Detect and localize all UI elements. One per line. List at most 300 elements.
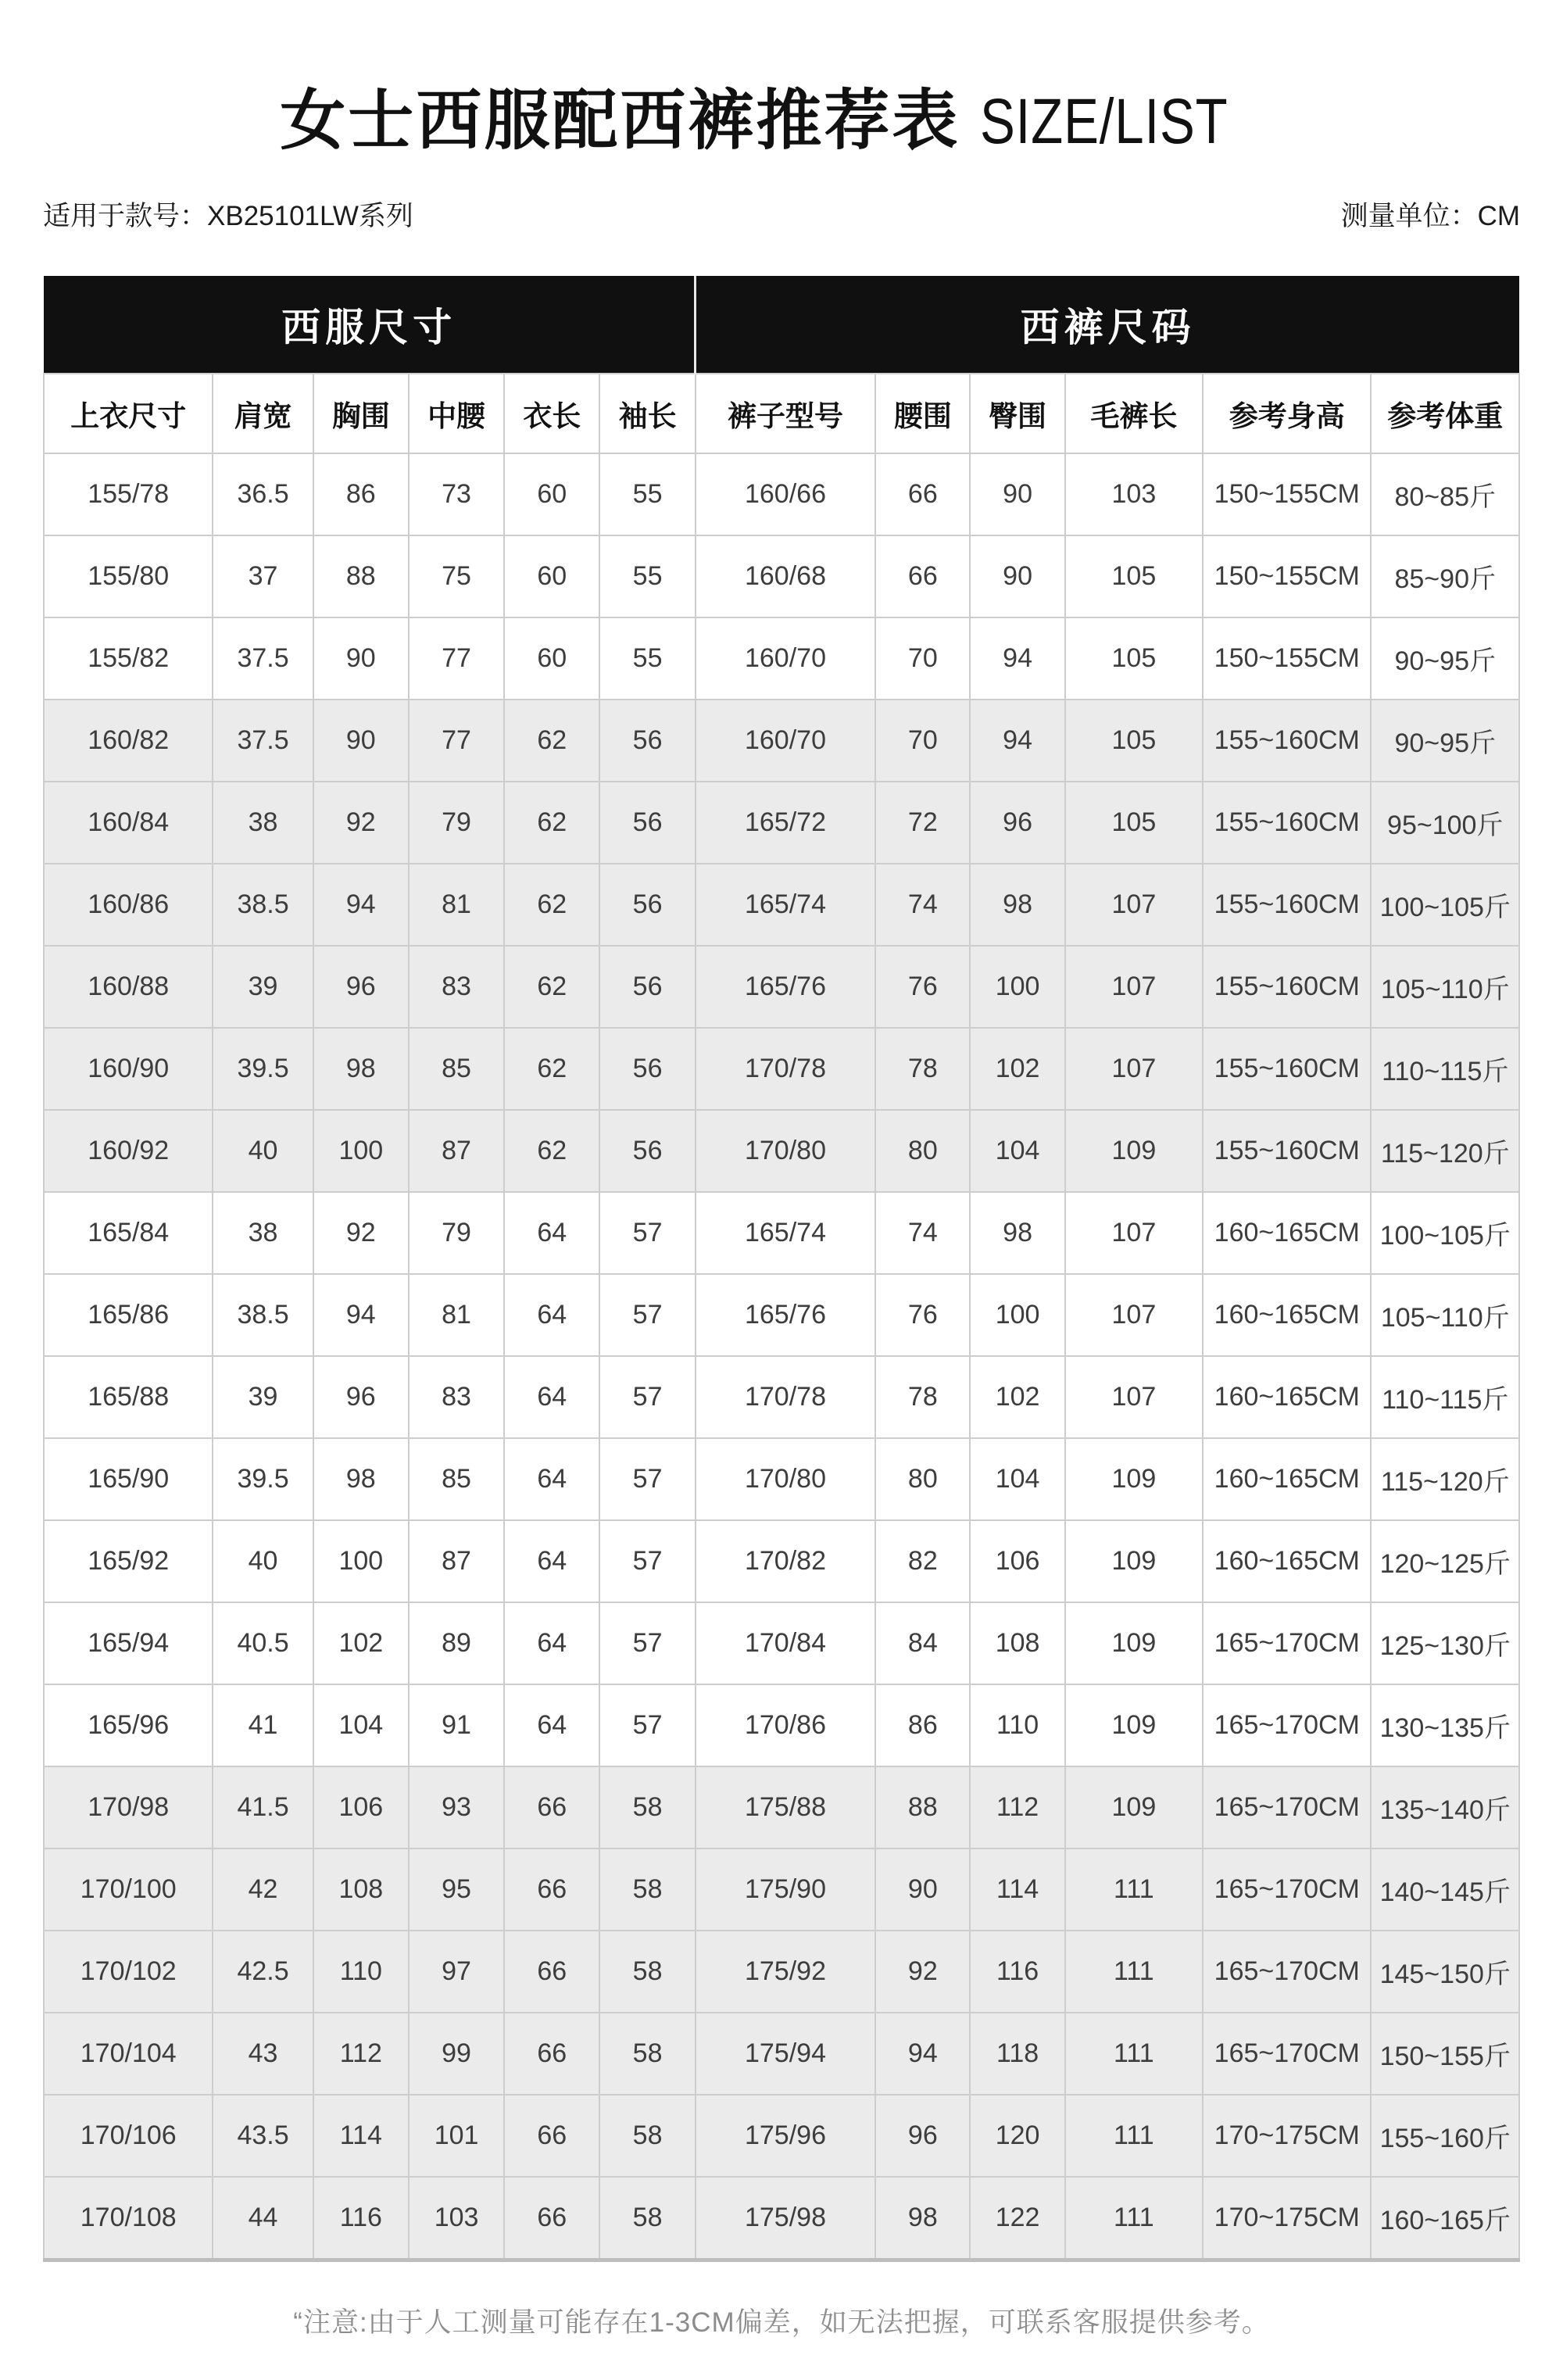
table-cell: 155~160CM (1203, 1110, 1371, 1192)
table-cell: 55 (599, 617, 695, 700)
table-cell: 64 (504, 1192, 599, 1274)
table-cell: 66 (504, 2177, 599, 2260)
table-row (44, 1028, 1519, 1110)
table-cell: 160/68 (696, 535, 875, 617)
table-cell: 109 (1065, 1684, 1203, 1766)
table-cell: 160/86 (44, 864, 213, 946)
table-cell: 118 (970, 2013, 1064, 2095)
table-cell: 66 (504, 1766, 599, 1849)
table-cell: 40 (213, 1520, 313, 1602)
table-cell: 57 (599, 1438, 695, 1520)
table-cell: 64 (504, 1684, 599, 1766)
table-cell: 37 (213, 535, 313, 617)
column-header-3: 中腰 (409, 374, 504, 453)
table-cell: 70 (875, 700, 970, 782)
table-cell: 120 (970, 2095, 1064, 2177)
table-cell: 75 (409, 535, 504, 617)
table-cell: 122 (970, 2177, 1064, 2260)
group-header-row (44, 276, 1519, 374)
table-cell: 109 (1065, 1110, 1203, 1192)
table-cell: 104 (970, 1438, 1064, 1520)
table-cell: 94 (970, 700, 1064, 782)
table-cell: 80 (875, 1438, 970, 1520)
table-cell: 92 (313, 782, 409, 864)
table-cell: 165/96 (44, 1684, 213, 1766)
table-cell: 175/98 (696, 2177, 875, 2260)
table-cell: 55 (599, 535, 695, 617)
table-cell: 170~175CM (1203, 2095, 1371, 2177)
table-cell: 39.5 (213, 1028, 313, 1110)
table-cell: 115~120斤 (1371, 1110, 1519, 1192)
group-header-jacket: 西服尺寸 (44, 276, 696, 374)
table-cell: 140~145斤 (1371, 1849, 1519, 1931)
table-cell: 96 (970, 782, 1064, 864)
table-cell: 38.5 (213, 1274, 313, 1356)
table-cell: 58 (599, 1766, 695, 1849)
table-cell: 170/82 (696, 1520, 875, 1602)
table-cell: 40.5 (213, 1602, 313, 1684)
table-cell: 73 (409, 453, 504, 535)
table-cell: 170~175CM (1203, 2177, 1371, 2260)
table-cell: 38 (213, 782, 313, 864)
group-header-pants: 西裤尺码 (696, 276, 1519, 374)
table-cell: 76 (875, 1274, 970, 1356)
table-cell: 76 (875, 946, 970, 1028)
table-row (44, 946, 1519, 1028)
table-cell: 56 (599, 864, 695, 946)
table-cell: 38 (213, 1192, 313, 1274)
table-cell: 62 (504, 782, 599, 864)
table-cell: 105 (1065, 700, 1203, 782)
table-cell: 103 (1065, 453, 1203, 535)
table-cell: 57 (599, 1356, 695, 1438)
table-cell: 175/88 (696, 1766, 875, 1849)
table-cell: 175/94 (696, 2013, 875, 2095)
table-cell: 100~105斤 (1371, 864, 1519, 946)
table-cell: 105~110斤 (1371, 946, 1519, 1028)
table-cell: 98 (313, 1438, 409, 1520)
table-row (44, 1520, 1519, 1602)
table-cell: 155/82 (44, 617, 213, 700)
table-cell: 160~165CM (1203, 1356, 1371, 1438)
table-cell: 160~165CM (1203, 1274, 1371, 1356)
table-row (44, 700, 1519, 782)
table-cell: 160/88 (44, 946, 213, 1028)
table-cell: 165~170CM (1203, 2013, 1371, 2095)
table-cell: 160/66 (696, 453, 875, 535)
table-cell: 57 (599, 1602, 695, 1684)
page-title-en: SIZE/LIST (980, 86, 1229, 157)
table-row (44, 2177, 1519, 2260)
table-cell: 81 (409, 1274, 504, 1356)
table-cell: 90 (970, 453, 1064, 535)
table-cell: 160~165CM (1203, 1438, 1371, 1520)
table-cell: 125~130斤 (1371, 1602, 1519, 1684)
table-cell: 89 (409, 1602, 504, 1684)
table-cell: 81 (409, 864, 504, 946)
table-cell: 96 (875, 2095, 970, 2177)
table-cell: 170/104 (44, 2013, 213, 2095)
table-cell: 165/74 (696, 864, 875, 946)
table-cell: 170/102 (44, 1931, 213, 2013)
table-cell: 43.5 (213, 2095, 313, 2177)
table-cell: 66 (875, 535, 970, 617)
table-cell: 160/84 (44, 782, 213, 864)
table-cell: 170/78 (696, 1356, 875, 1438)
table-cell: 58 (599, 2177, 695, 2260)
table-cell: 56 (599, 1028, 695, 1110)
footer-note: “注意:由于人工测量可能存在1-3CM偏差，如无法把握，可联系客服提供参考。 (293, 2307, 1270, 2338)
table-cell: 62 (504, 1110, 599, 1192)
table-cell: 107 (1065, 864, 1203, 946)
table-cell: 86 (313, 453, 409, 535)
table-cell: 58 (599, 1849, 695, 1931)
table-cell: 44 (213, 2177, 313, 2260)
table-cell: 114 (313, 2095, 409, 2177)
table-cell: 105~110斤 (1371, 1274, 1519, 1356)
table-cell: 165/90 (44, 1438, 213, 1520)
table-cell: 155~160斤 (1371, 2095, 1519, 2177)
table-cell: 40 (213, 1110, 313, 1192)
table-cell: 100 (970, 946, 1064, 1028)
table-cell: 170/108 (44, 2177, 213, 2260)
table-cell: 66 (875, 453, 970, 535)
table-cell: 116 (313, 2177, 409, 2260)
table-cell: 64 (504, 1438, 599, 1520)
table-cell: 145~150斤 (1371, 1931, 1519, 2013)
table-cell: 165/92 (44, 1520, 213, 1602)
table-cell: 94 (313, 1274, 409, 1356)
table-cell: 155~160CM (1203, 700, 1371, 782)
table-cell: 70 (875, 617, 970, 700)
table-cell: 105 (1065, 617, 1203, 700)
table-cell: 115~120斤 (1371, 1438, 1519, 1520)
table-cell: 109 (1065, 1766, 1203, 1849)
table-cell: 56 (599, 946, 695, 1028)
table-cell: 110~115斤 (1371, 1028, 1519, 1110)
table-cell: 62 (504, 946, 599, 1028)
table-cell: 64 (504, 1274, 599, 1356)
table-cell: 170/106 (44, 2095, 213, 2177)
table-cell: 74 (875, 1192, 970, 1274)
table-cell: 109 (1065, 1602, 1203, 1684)
table-cell: 106 (970, 1520, 1064, 1602)
table-cell: 165~170CM (1203, 1602, 1371, 1684)
table-cell: 66 (504, 2095, 599, 2177)
table-cell: 39 (213, 946, 313, 1028)
table-cell: 90 (875, 1849, 970, 1931)
table-cell: 105 (1065, 782, 1203, 864)
table-cell: 77 (409, 617, 504, 700)
table-cell: 90~95斤 (1371, 617, 1519, 700)
table-cell: 79 (409, 782, 504, 864)
table-cell: 111 (1065, 2095, 1203, 2177)
table-cell: 57 (599, 1192, 695, 1274)
table-cell: 90 (313, 617, 409, 700)
table-cell: 64 (504, 1356, 599, 1438)
table-cell: 82 (875, 1520, 970, 1602)
table-cell: 87 (409, 1110, 504, 1192)
table-cell: 109 (1065, 1520, 1203, 1602)
table-cell: 160/92 (44, 1110, 213, 1192)
table-cell: 102 (313, 1602, 409, 1684)
table-cell: 66 (504, 1849, 599, 1931)
table-cell: 56 (599, 1110, 695, 1192)
table-cell: 102 (970, 1356, 1064, 1438)
table-cell: 110 (970, 1684, 1064, 1766)
table-cell: 90 (970, 535, 1064, 617)
table-cell: 55 (599, 453, 695, 535)
table-row (44, 2095, 1519, 2177)
table-cell: 64 (504, 1602, 599, 1684)
table-cell: 57 (599, 1520, 695, 1602)
table-cell: 78 (875, 1028, 970, 1110)
table-cell: 130~135斤 (1371, 1684, 1519, 1766)
table-cell: 155~160CM (1203, 946, 1371, 1028)
table-cell: 116 (970, 1931, 1064, 2013)
table-cell: 87 (409, 1520, 504, 1602)
table-cell: 66 (504, 1931, 599, 2013)
table-cell: 80~85斤 (1371, 453, 1519, 535)
table-row (44, 864, 1519, 946)
table-row (44, 1356, 1519, 1438)
table-cell: 160/70 (696, 700, 875, 782)
table-cell: 112 (313, 2013, 409, 2095)
table-cell: 85 (409, 1028, 504, 1110)
table-cell: 42 (213, 1849, 313, 1931)
table-cell: 60 (504, 617, 599, 700)
table-cell: 37.5 (213, 617, 313, 700)
table-cell: 90 (313, 700, 409, 782)
table-cell: 77 (409, 700, 504, 782)
table-cell: 111 (1065, 1849, 1203, 1931)
table-cell: 106 (313, 1766, 409, 1849)
table-cell: 60 (504, 535, 599, 617)
column-header-2: 胸围 (313, 374, 409, 453)
table-cell: 165/74 (696, 1192, 875, 1274)
table-cell: 39.5 (213, 1438, 313, 1520)
table-cell: 160~165CM (1203, 1520, 1371, 1602)
table-cell: 105 (1065, 535, 1203, 617)
meta-row (0, 201, 1563, 232)
table-cell: 74 (875, 864, 970, 946)
table-cell: 175/96 (696, 2095, 875, 2177)
table-cell: 91 (409, 1684, 504, 1766)
table-cell: 170/80 (696, 1110, 875, 1192)
table-cell: 165/84 (44, 1192, 213, 1274)
table-cell: 58 (599, 2095, 695, 2177)
table-cell: 92 (313, 1192, 409, 1274)
table-cell: 78 (875, 1356, 970, 1438)
table-cell: 100 (970, 1274, 1064, 1356)
table-cell: 107 (1065, 946, 1203, 1028)
table-cell: 165~170CM (1203, 1931, 1371, 2013)
table-cell: 165~170CM (1203, 1849, 1371, 1931)
table-cell: 114 (970, 1849, 1064, 1931)
table-cell: 170/100 (44, 1849, 213, 1931)
table-cell: 165/76 (696, 946, 875, 1028)
table-cell: 85 (409, 1438, 504, 1520)
measure-unit-text: 测量单位：CM (1340, 201, 1520, 231)
table-cell: 39 (213, 1356, 313, 1438)
table-cell: 170/98 (44, 1766, 213, 1849)
column-header-row (44, 374, 1519, 453)
table-cell: 165~170CM (1203, 1766, 1371, 1849)
table-cell: 104 (970, 1110, 1064, 1192)
table-cell: 99 (409, 2013, 504, 2095)
table-cell: 111 (1065, 2013, 1203, 2095)
table-row (44, 1110, 1519, 1192)
table-cell: 86 (875, 1684, 970, 1766)
table-cell: 72 (875, 782, 970, 864)
table-cell: 110 (313, 1931, 409, 2013)
table-cell: 155~160CM (1203, 864, 1371, 946)
table-cell: 100 (313, 1110, 409, 1192)
table-cell: 93 (409, 1766, 504, 1849)
table-cell: 56 (599, 782, 695, 864)
table-cell: 170/84 (696, 1602, 875, 1684)
table-cell: 120~125斤 (1371, 1520, 1519, 1602)
table-cell: 56 (599, 700, 695, 782)
table-cell: 175/92 (696, 1931, 875, 2013)
table-cell: 97 (409, 1931, 504, 2013)
table-cell: 110~115斤 (1371, 1356, 1519, 1438)
table-cell: 96 (313, 1356, 409, 1438)
table-cell: 150~155CM (1203, 453, 1371, 535)
table-cell: 155~160CM (1203, 782, 1371, 864)
table-row (44, 535, 1519, 617)
table-cell: 90~95斤 (1371, 700, 1519, 782)
table-cell: 95 (409, 1849, 504, 1931)
table-cell: 165~170CM (1203, 1684, 1371, 1766)
table-cell: 42.5 (213, 1931, 313, 2013)
table-row (44, 1766, 1519, 1849)
column-header-8: 臀围 (970, 374, 1064, 453)
table-cell: 98 (875, 2177, 970, 2260)
table-row (44, 782, 1519, 864)
table-cell: 160~165斤 (1371, 2177, 1519, 2260)
table-cell: 170/86 (696, 1684, 875, 1766)
table-row (44, 1274, 1519, 1356)
column-header-5: 袖长 (599, 374, 695, 453)
table-cell: 64 (504, 1520, 599, 1602)
column-header-6: 裤子型号 (696, 374, 875, 453)
column-header-7: 腰围 (875, 374, 970, 453)
table-cell: 100 (313, 1520, 409, 1602)
table-cell: 165/86 (44, 1274, 213, 1356)
table-cell: 57 (599, 1684, 695, 1766)
column-header-11: 参考体重 (1371, 374, 1519, 453)
table-cell: 98 (970, 864, 1064, 946)
table-cell: 58 (599, 1931, 695, 2013)
table-cell: 83 (409, 946, 504, 1028)
table-cell: 155/80 (44, 535, 213, 617)
table-row (44, 1438, 1519, 1520)
table-cell: 57 (599, 1274, 695, 1356)
table-cell: 38.5 (213, 864, 313, 946)
table-cell: 165/72 (696, 782, 875, 864)
table-cell: 94 (313, 864, 409, 946)
table-cell: 80 (875, 1110, 970, 1192)
table-cell: 92 (875, 1931, 970, 2013)
table-cell: 170/78 (696, 1028, 875, 1110)
table-row (44, 1931, 1519, 2013)
table-cell: 85~90斤 (1371, 535, 1519, 617)
page-title (0, 0, 1563, 157)
table-cell: 135~140斤 (1371, 1766, 1519, 1849)
table-cell: 160/82 (44, 700, 213, 782)
applicable-model-text: 适用于款号：XB25101LW系列 (43, 201, 413, 231)
table-cell: 107 (1065, 1192, 1203, 1274)
column-header-0: 上衣尺寸 (44, 374, 213, 453)
table-cell: 175/90 (696, 1849, 875, 1931)
table-cell: 88 (313, 535, 409, 617)
table-cell: 107 (1065, 1274, 1203, 1356)
table-cell: 160/70 (696, 617, 875, 700)
table-cell: 150~155CM (1203, 535, 1371, 617)
table-cell: 43 (213, 2013, 313, 2095)
table-cell: 112 (970, 1766, 1064, 1849)
table-cell: 160~165CM (1203, 1192, 1371, 1274)
table-row (44, 2013, 1519, 2095)
table-cell: 79 (409, 1192, 504, 1274)
table-cell: 88 (875, 1766, 970, 1849)
table-cell: 111 (1065, 1931, 1203, 2013)
column-header-10: 参考身高 (1203, 374, 1371, 453)
table-row (44, 1192, 1519, 1274)
table-cell: 109 (1065, 1438, 1203, 1520)
table-cell: 96 (313, 946, 409, 1028)
table-cell: 95~100斤 (1371, 782, 1519, 864)
table-cell: 160/90 (44, 1028, 213, 1110)
table-cell: 84 (875, 1602, 970, 1684)
table-cell: 94 (875, 2013, 970, 2095)
table-cell: 101 (409, 2095, 504, 2177)
table-cell: 111 (1065, 2177, 1203, 2260)
table-cell: 165/88 (44, 1356, 213, 1438)
table-cell: 37.5 (213, 700, 313, 782)
column-header-9: 毛裤长 (1065, 374, 1203, 453)
table-cell: 150~155CM (1203, 617, 1371, 700)
table-cell: 58 (599, 2013, 695, 2095)
table-cell: 108 (970, 1602, 1064, 1684)
table-cell: 36.5 (213, 453, 313, 535)
table-cell: 103 (409, 2177, 504, 2260)
table-cell: 41.5 (213, 1766, 313, 1849)
table-row (44, 1849, 1519, 1931)
table-cell: 62 (504, 1028, 599, 1110)
table-cell: 108 (313, 1849, 409, 1931)
table-row (44, 453, 1519, 535)
table-cell: 41 (213, 1684, 313, 1766)
page-title-cn: 女士西服配西裤推荐表 (280, 84, 960, 157)
table-cell: 107 (1065, 1028, 1203, 1110)
table-row (44, 1684, 1519, 1766)
table-cell: 66 (504, 2013, 599, 2095)
table-cell: 62 (504, 864, 599, 946)
table-cell: 83 (409, 1356, 504, 1438)
table-row (44, 1602, 1519, 1684)
table-cell: 98 (970, 1192, 1064, 1274)
table-row (44, 617, 1519, 700)
table-cell: 155/78 (44, 453, 213, 535)
table-cell: 60 (504, 453, 599, 535)
table-cell: 150~155斤 (1371, 2013, 1519, 2095)
table-cell: 62 (504, 700, 599, 782)
size-table (43, 276, 1520, 2262)
column-header-1: 肩宽 (213, 374, 313, 453)
table-cell: 94 (970, 617, 1064, 700)
